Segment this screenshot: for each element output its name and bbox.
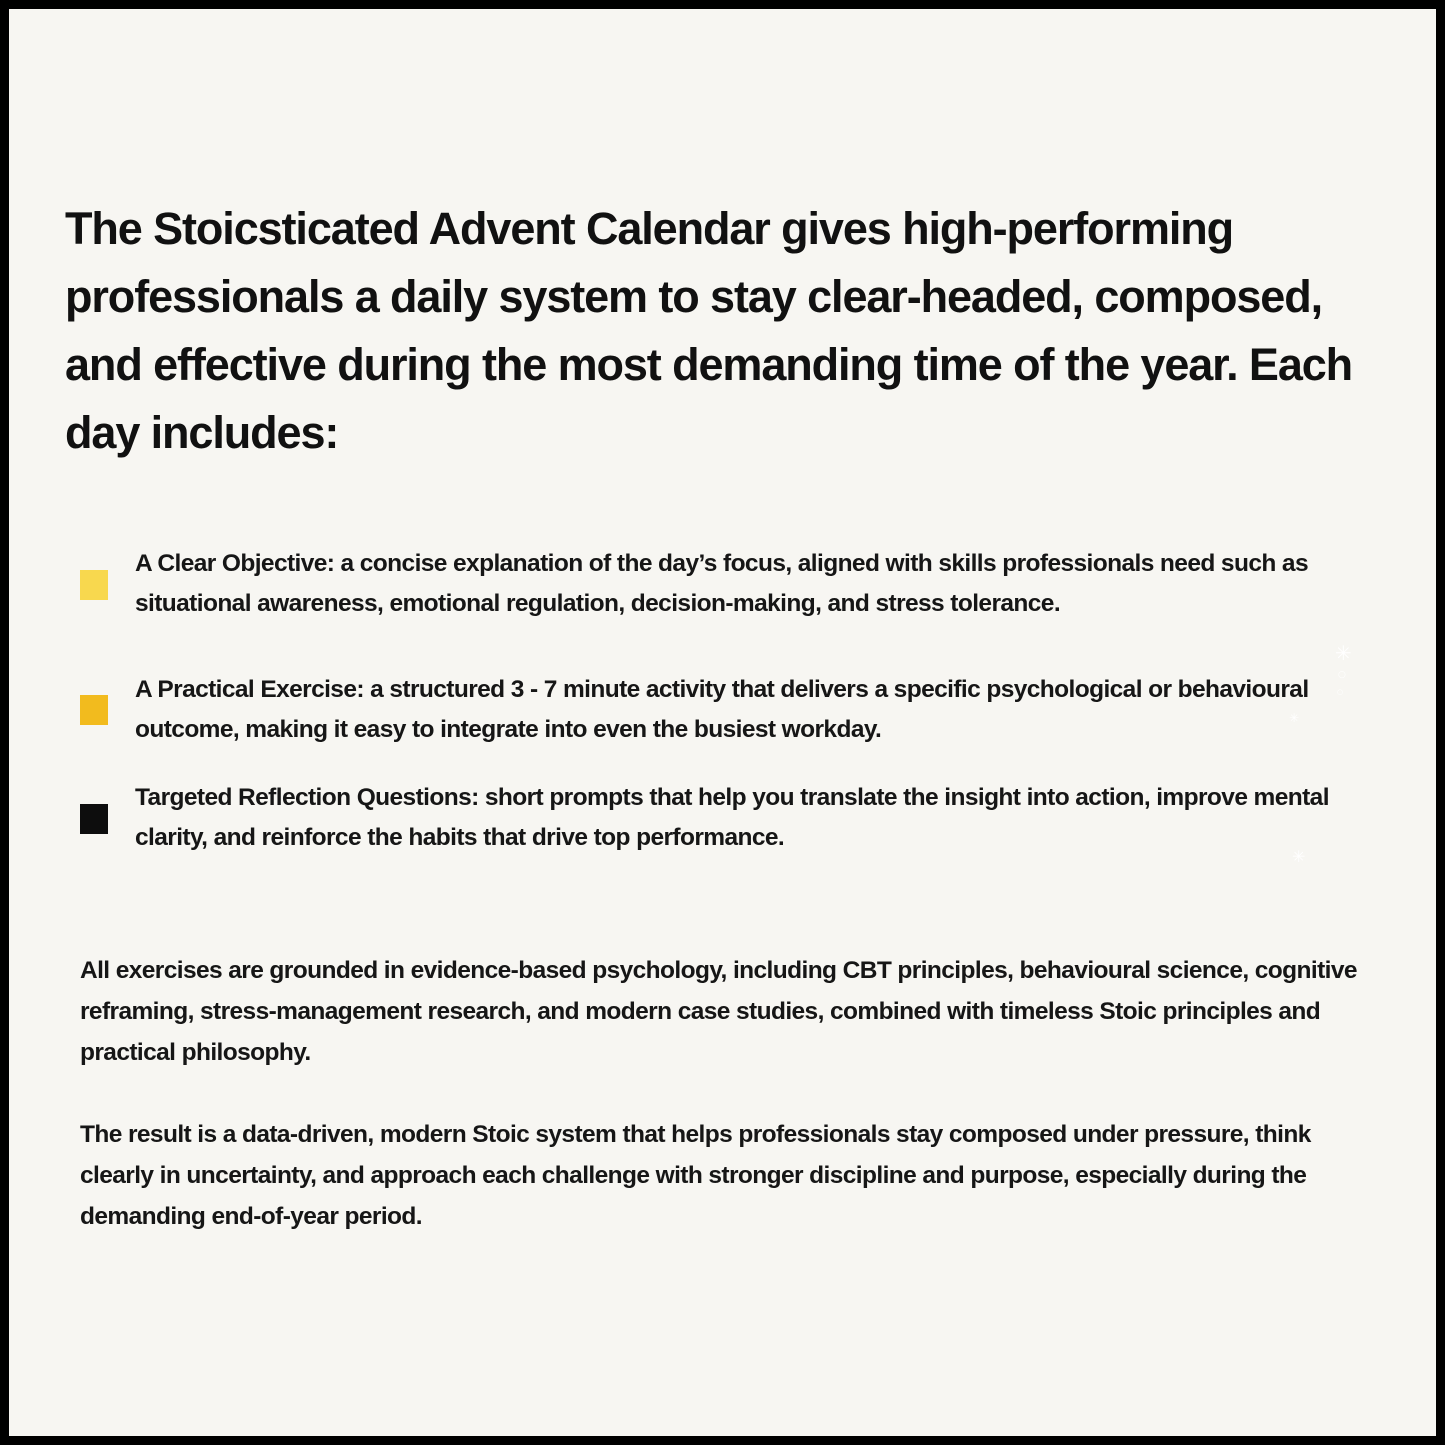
sparkle-dot-icon: ○ [1337,688,1344,696]
list-item-text: Targeted Reflection Questions: short prompts that help you translate the insight into action, improve mental clarity, and reinforce the habits that drive top performance. [135,784,1329,851]
list-item-text: A Practical Exercise: a structured 3 - 7 minute activity that delivers a specific psychological or behavioural outcome, making it easy to integrate into even the busiest workday. [135,676,1309,743]
result-paragraph: The result is a data-driven, modern Stoic system that helps professionals stay composed under pressure, think clearly in uncertainty, and approach each challenge with stronger discipline and purpose, especially during the demanding end-of-year period. [80,1121,1311,1230]
bullet-square-icon [80,570,108,600]
bullet-square-icon [80,804,108,834]
sparkle-icon: ✳ [1289,711,1300,725]
headline: The Stoicsticated Advent Calendar gives high-performing professionals a daily system to stay clear-headed, composed, and effective during the most demanding time of the year. Each day includes: [65,203,1353,458]
evidence-paragraph: All exercises are grounded in evidence-based psychology, including CBT principles, behavioural science, cognitive reframing, stress-management research, and modern case studies, combined with timeless Stoic principles and practical philosophy. [80,957,1357,1066]
sparkle-icon: ✳ [1292,847,1306,866]
list-item-text: A Clear Objective: a concise explanation of the day’s focus, aligned with skills professionals need such as situational awareness, emotional regulation, decision-making, and stress tolerance. [135,550,1308,617]
sparkle-icon: ✳ [1335,641,1352,665]
bullet-square-icon [80,695,108,725]
sparkle-dot-icon: ○ [1338,670,1346,680]
